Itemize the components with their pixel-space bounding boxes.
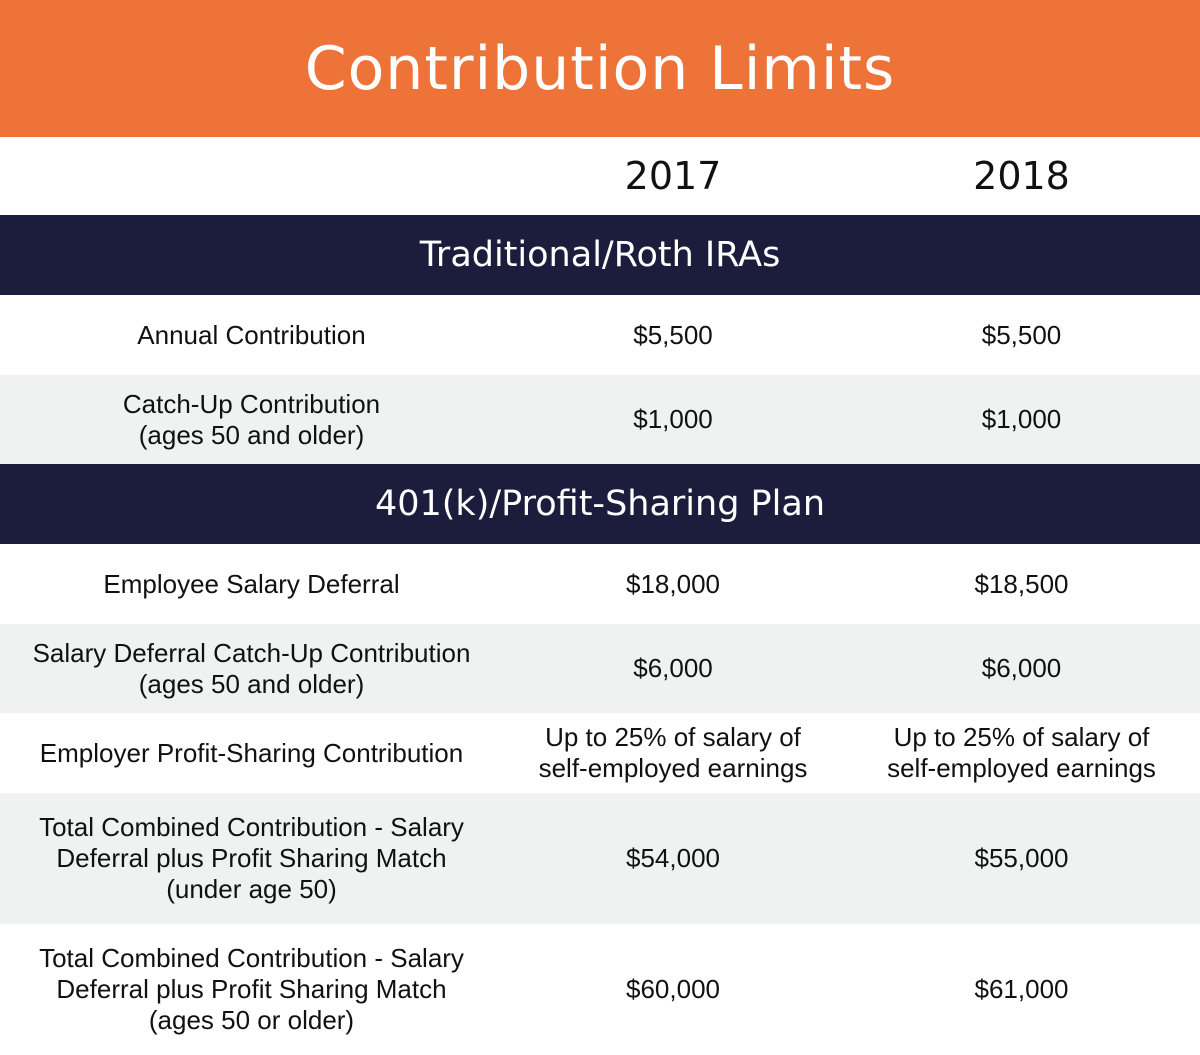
table-row (0, 624, 1200, 713)
table-row (0, 295, 1200, 375)
table-row (0, 793, 1200, 924)
row-label: Total Combined Contribution - Salary Deferral plus Profit Sharing Match (ages 50 or older) (39, 943, 464, 1035)
row-value-2018: $1,000 (981, 404, 1062, 434)
row-value-2017: $18,000 (626, 568, 720, 599)
table-row (0, 713, 1200, 793)
row-value-2017: Up to 25% of salary of self-employed earnings (538, 722, 808, 783)
year-header-2018 (843, 154, 1200, 198)
row-label: Employer Profit-Sharing Contribution (39, 737, 464, 768)
row-value-2018: $55,000 (974, 843, 1069, 873)
year-label: 2018 (973, 154, 1070, 198)
row-label: Catch-Up Contribution (ages 50 and older) (122, 388, 381, 450)
year-label: 2017 (624, 154, 722, 198)
row-label: Annual Contribution (137, 319, 366, 350)
year-header-row (0, 137, 1200, 215)
title-banner (0, 0, 1200, 137)
section-header-iras (0, 215, 1200, 295)
table-row (0, 924, 1200, 1055)
page-title: Contribution Limits (304, 33, 896, 104)
row-value-2017: $6,000 (633, 653, 713, 683)
row-value-2018: $5,500 (981, 319, 1062, 350)
table-row (0, 544, 1200, 624)
section-title: Traditional/Roth IRAs (419, 235, 781, 275)
year-header-2017 (503, 154, 843, 198)
row-label: Salary Deferral Catch-Up Contribution (ages 50 and older) (32, 637, 471, 699)
table-row (0, 375, 1200, 464)
section-title: 401(k)/Profit-Sharing Plan (374, 484, 826, 524)
row-label: Employee Salary Deferral (103, 568, 400, 599)
section-header-401k (0, 464, 1200, 544)
row-value-2018: $18,500 (974, 568, 1069, 599)
row-value-2017: $5,500 (633, 319, 713, 350)
row-value-2017: $60,000 (626, 974, 720, 1004)
row-label: Total Combined Contribution - Salary Deferral plus Profit Sharing Match (under age 50) (39, 812, 464, 904)
row-value-2018: $6,000 (981, 653, 1062, 683)
row-value-2018: $61,000 (974, 974, 1069, 1004)
row-value-2017: $54,000 (626, 843, 720, 873)
row-value-2018: Up to 25% of salary of self-employed earnings (887, 722, 1156, 783)
row-value-2017: $1,000 (633, 404, 713, 434)
